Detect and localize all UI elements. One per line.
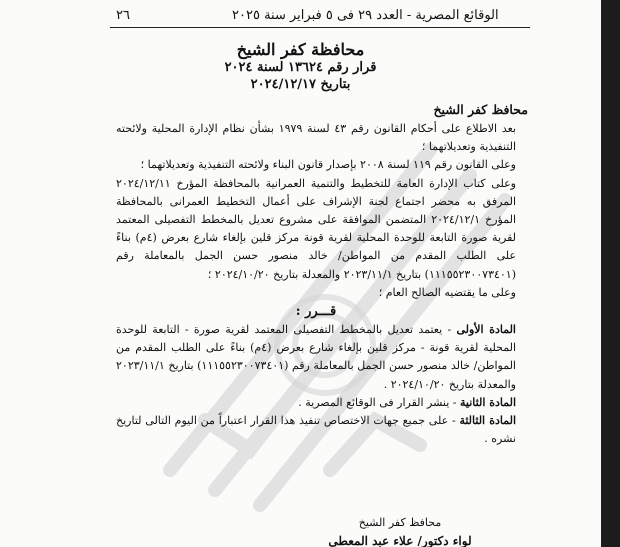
issuer-heading: محافظ كفر الشيخ — [433, 102, 528, 117]
page-number: ٢٦ — [116, 8, 130, 23]
preamble-paragraph-3: وعلى كتاب الإدارة العامة للتخطيط والتنمية العمرانية بالمحافظة المؤرخ ٢٠٢٤/١٢/١١ المرفق به محضر اجتماع لجنة الإشراف على أعمال التخطيط العمرانى بالمحافظة المؤرخ ٢٠٢٤/١٢/١ المتضمن الموافقة على مشروع تعديل بالمخطط التفصيلى المعتمد لقرية صورة التابعة للوحدة المحلية لقرية قونة مركز قلين بإلغاء شارع بعرض (٤م) بناءً على الطلب المقدم من المواطن/ خالد منصور حسن الجمل بالمعاملة رقم (١١١٥٥٢٣٠٠٧٣٤٠١) بتاريخ ٢٠٢٣/١١/١ والمعدلة بتاريخ ٢٠٢٤/١٠/٢٠ ؛ — [116, 176, 517, 281]
article-1 — [116, 321, 528, 394]
article-1-text: - يعتمد تعديل بالمخطط التفصيلى المعتمد لقرية صورة - التابعة للوحدة المحلية لقرية قونة - مركز قلين بإلغاء شارع بعرض (٤م) بناءً على الطلب المقدم من المواطن/ خالد منصور حسن الجمل بالمعاملة رقم (١١١٥٥٢٣٠٠٧٣٤٠١) بتاريخ ٢٠٢٣/١١/١ والمعدلة بتاريخ ٢٠٢٤/١٠/٢٠ . — [116, 323, 516, 391]
decree-body — [116, 100, 528, 448]
signature-name: لواء دكتور/ علاء عبد المعطى — [328, 534, 472, 547]
decree-date: بتاريخ ٢٠٢٤/١٢/١٧ — [250, 77, 351, 92]
preamble-paragraph-2: وعلى القانون رقم ١١٩ لسنة ٢٠٠٨ بإصدار قانون البناء ولائحته التنفيذية وتعديلاتهما ؛ — [140, 158, 516, 172]
decree-number: قرار رقم ١٣٦٢٤ لسنة ٢٠٢٤ — [224, 60, 377, 75]
decree-heading: قـــرر : — [295, 304, 337, 320]
preamble-paragraph-4: وعلى ما يقتضيه الصالح العام ؛ — [378, 285, 516, 299]
signature-block — [300, 514, 500, 547]
authority-title: محافظة كفر الشيخ — [236, 40, 365, 59]
title-block — [0, 40, 601, 93]
article-2-text: - ينشر القرار فى الوقائع المصرية . — [298, 395, 461, 409]
preamble-paragraph-1: بعد الاطلاع على أحكام القانون رقم ٤٣ لسنة ١٩٧٩ بشأن نظام الإدارة المحلية ولائحته التنفيذية وتعديلاتهما ؛ — [116, 122, 517, 154]
signature-role: محافظ كفر الشيخ — [358, 516, 442, 529]
page-edge-background — [601, 0, 620, 547]
article-1-title: المادة الأولى — [456, 323, 516, 337]
header-divider — [110, 27, 530, 28]
article-2-title: المادة الثانية — [460, 395, 516, 409]
article-3-text: - على جميع جهات الاختصاص تنفيذ هذا القرار اعتباراً من اليوم التالى لتاريخ نشره . — [116, 414, 516, 446]
running-header — [0, 5, 601, 27]
article-2 — [116, 394, 528, 412]
article-3 — [116, 412, 528, 448]
article-3-title: المادة الثالثة — [459, 414, 516, 428]
publication-line: الوقائع المصرية - العدد ٢٩ فى ٥ فبراير سنة ٢٠٢٥ — [232, 8, 499, 23]
